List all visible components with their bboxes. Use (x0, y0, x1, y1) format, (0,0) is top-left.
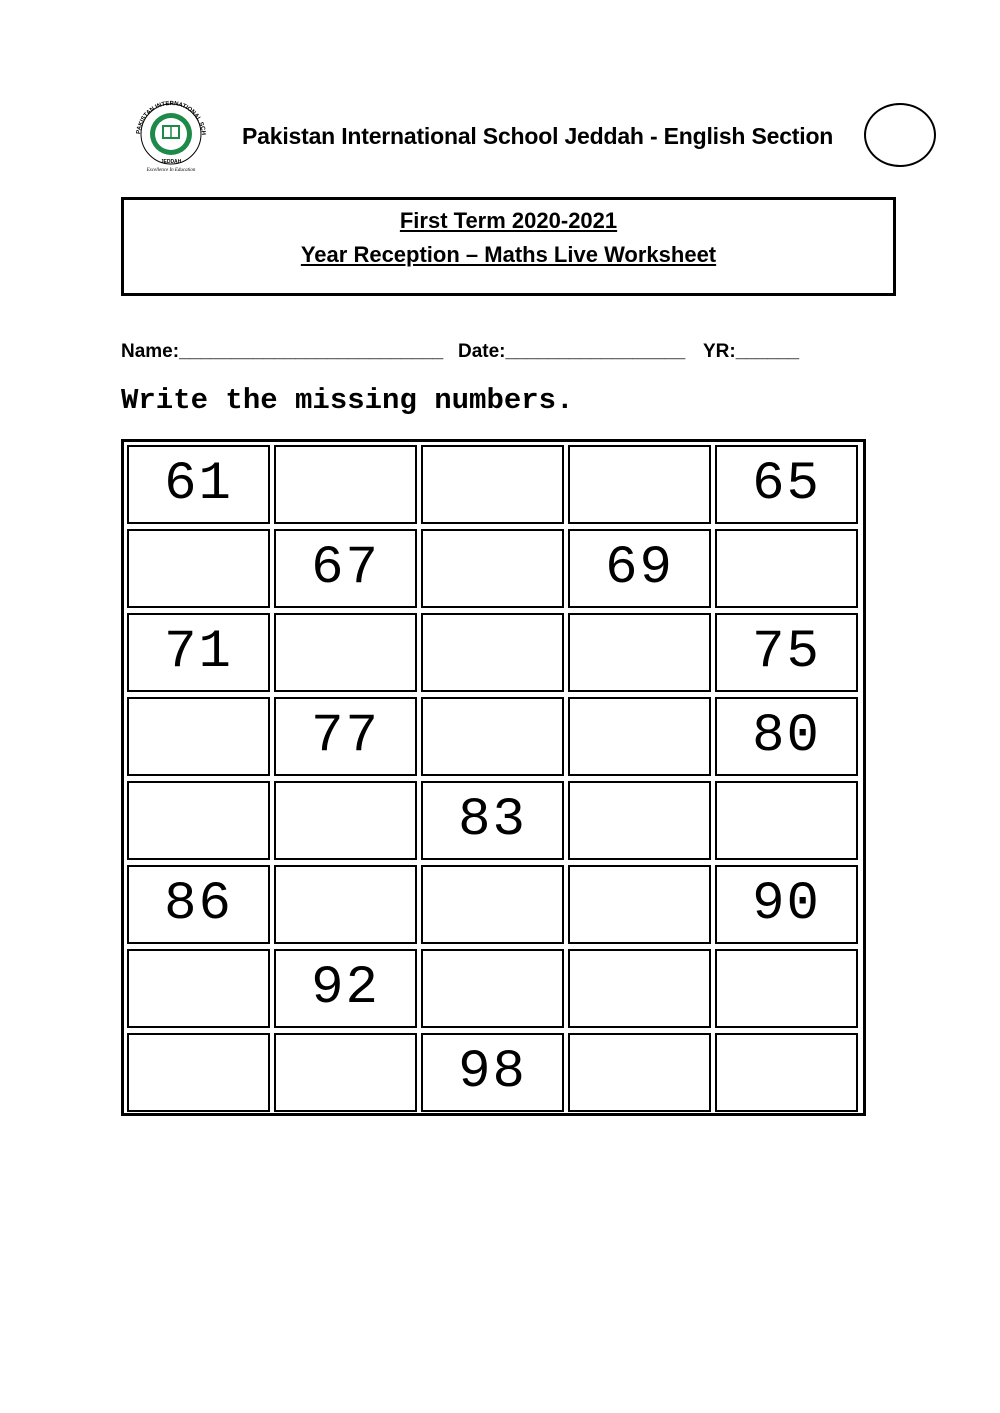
grade-circle (864, 103, 936, 167)
number-cell: 86 (127, 865, 270, 944)
blank-cell[interactable] (421, 529, 564, 608)
number-cell: 98 (421, 1033, 564, 1112)
blank-cell[interactable] (568, 697, 711, 776)
number-cell: 92 (274, 949, 417, 1028)
blank-cell[interactable] (568, 445, 711, 524)
blank-cell[interactable] (421, 865, 564, 944)
number-cell: 90 (715, 865, 858, 944)
blank-cell[interactable] (274, 1033, 417, 1112)
blank-cell[interactable] (274, 445, 417, 524)
number-cell: 65 (715, 445, 858, 524)
blank-cell[interactable] (715, 529, 858, 608)
blank-cell[interactable] (421, 697, 564, 776)
blank-cell[interactable] (568, 781, 711, 860)
blank-cell[interactable] (274, 781, 417, 860)
blank-cell[interactable] (568, 613, 711, 692)
number-cell: 75 (715, 613, 858, 692)
number-cell: 71 (127, 613, 270, 692)
instruction: Write the missing numbers. (121, 384, 574, 417)
blank-cell[interactable] (715, 949, 858, 1028)
blank-cell[interactable] (715, 1033, 858, 1112)
logo-ring-text: PAKISTAN INTERNATIONAL SCH (136, 100, 207, 136)
date-field[interactable]: Date:_________________ (458, 341, 686, 362)
blank-cell[interactable] (421, 445, 564, 524)
number-cell: 83 (421, 781, 564, 860)
blank-cell[interactable] (127, 529, 270, 608)
blank-cell[interactable] (421, 613, 564, 692)
blank-cell[interactable] (127, 1033, 270, 1112)
number-cell: 61 (127, 445, 270, 524)
number-cell: 77 (274, 697, 417, 776)
worksheet-title: Year Reception – Maths Live Worksheet (300, 242, 717, 267)
blank-cell[interactable] (127, 697, 270, 776)
blank-cell[interactable] (568, 1033, 711, 1112)
blank-cell[interactable] (274, 613, 417, 692)
blank-cell[interactable] (568, 865, 711, 944)
school-logo (130, 100, 212, 172)
number-cell: 80 (715, 697, 858, 776)
blank-cell[interactable] (568, 949, 711, 1028)
term-title: First Term 2020-2021 (399, 208, 618, 233)
number-cell: 67 (274, 529, 417, 608)
logo-city: JEDDAH (160, 159, 182, 165)
title-box (121, 197, 896, 296)
logo-motto: Excellence In Education (146, 168, 196, 172)
blank-cell[interactable] (715, 781, 858, 860)
name-field[interactable]: Name:_________________________ (121, 341, 444, 362)
school-title: Pakistan International School Jeddah - English Section (242, 123, 834, 149)
blank-cell[interactable] (127, 781, 270, 860)
year-field[interactable]: YR:______ (703, 341, 800, 362)
blank-cell[interactable] (421, 949, 564, 1028)
number-grid (121, 439, 866, 1116)
number-cell: 69 (568, 529, 711, 608)
blank-cell[interactable] (127, 949, 270, 1028)
blank-cell[interactable] (274, 865, 417, 944)
